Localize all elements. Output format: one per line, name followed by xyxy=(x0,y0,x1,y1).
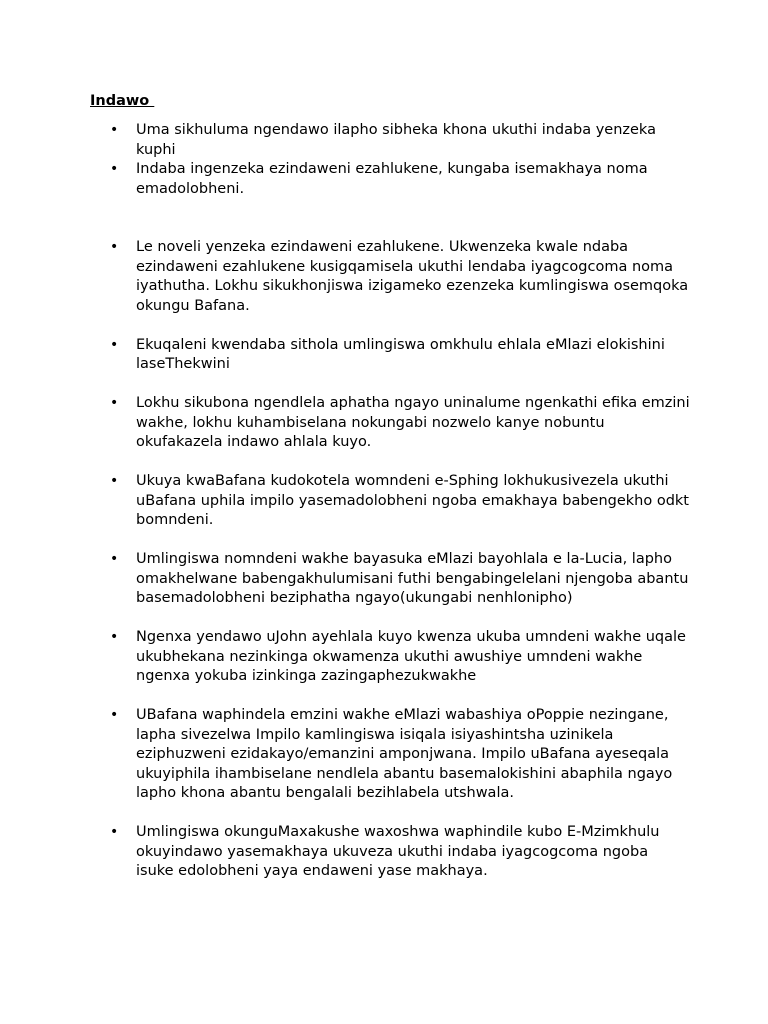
list-item xyxy=(110,238,690,316)
list-item xyxy=(110,160,690,199)
list-item xyxy=(110,628,690,687)
list-item-text: UBafana waphindela emzini wakhe eMlazi wabashiya oPoppie nezingane, lapha sivezelwa Impilo kamlingiswa isiqala isiyashintsha uzinikela eziphuzweni ezidakayo/emanzini amponjwana. Impilo uBafana ayeseqala ukuyiphila ihambiselane nendlela abantu basemalokishini abaphila ngayo lapho khona abantu bengalali bezihlabela utshwala. xyxy=(136,707,673,801)
bullet-icon: • xyxy=(110,122,119,138)
bullet-icon: • xyxy=(110,473,119,489)
list-item xyxy=(110,823,690,882)
list-item-text: Umlingiswa nomndeni wakhe bayasuka eMlazi bayohlala e la-Lucia, lapho omakhelwane babengakhulumisani futhi bengabingelelani njengoba abantu basemadolobheni beziphatha ngayo(ukungabi nenhlonipho) xyxy=(136,551,689,606)
list-item xyxy=(110,121,690,160)
list-item-text: Indaba ingenzeka ezindaweni ezahlukene, kungaba isemakhaya noma emadolobheni. xyxy=(136,161,648,197)
list-item xyxy=(110,706,690,804)
list-item xyxy=(110,394,690,453)
bullet-list xyxy=(110,121,690,882)
bullet-icon: • xyxy=(110,395,119,411)
list-item xyxy=(110,472,690,531)
bullet-icon: • xyxy=(110,629,119,645)
bullet-icon: • xyxy=(110,336,119,353)
list-item xyxy=(110,336,690,375)
section-heading: Indawo xyxy=(90,93,155,109)
list-item-text: Ngenxa yendawo uJohn ayehlala kuyo kwenza ukuba umndeni wakhe uqale ukubhekana nezinkinga okwamenza ukuthi awushiye umndeni wakhe ngenxa yokuba izinkinga zazingaphezukwakhe xyxy=(136,629,686,684)
list-item-text: Ekuqaleni kwendaba sithola umlingiswa omkhulu ehlala eMlazi elokishini laseThekwini xyxy=(136,336,665,372)
list-item-text: Le noveli yenzeka ezindaweni ezahlukene. Ukwenzeka kwale ndaba ezindaweni ezahlukene kusigqamisela ukuthi lendaba iyagcogcoma noma iyathutha. Lokhu sikukhonjiswa izigameko ezenzeka kumlingiswa osemqoka okungu Bafana. xyxy=(136,239,689,314)
bullet-icon: • xyxy=(110,824,119,840)
bullet-icon: • xyxy=(110,707,119,723)
bullet-icon: • xyxy=(110,239,119,255)
bullet-icon: • xyxy=(110,551,119,567)
bullet-icon: • xyxy=(110,161,119,177)
list-item-text: Lokhu sikubona ngendlela aphatha ngayo uninalume ngenkathi efika emzini wakhe, lokhu kuhambiselana nokungabi nozwelo kanye nobuntu okufakazela indawo ahlala kuyo. xyxy=(136,395,690,450)
list-item-text: Ukuya kwaBafana kudokotela womndeni e-Sphing lokhukusivezela ukuthi uBafana uphila impilo yasemadolobheni ngoba emakhaya babengekho odkt bomndeni. xyxy=(136,473,689,528)
list-item-text: Uma sikhuluma ngendawo ilapho sibheka khona ukuthi indaba yenzeka kuphi xyxy=(136,122,656,158)
list-item xyxy=(110,550,690,609)
list-item-text: Umlingiswa okunguMaxakushe waxoshwa waphindile kubo E-Mzimkhulu okuyindawo yasemakhaya ukuveza ukuthi indaba iyagcogcoma ngoba isuke edolobheni yaya endaweni yase makhaya. xyxy=(136,824,660,879)
